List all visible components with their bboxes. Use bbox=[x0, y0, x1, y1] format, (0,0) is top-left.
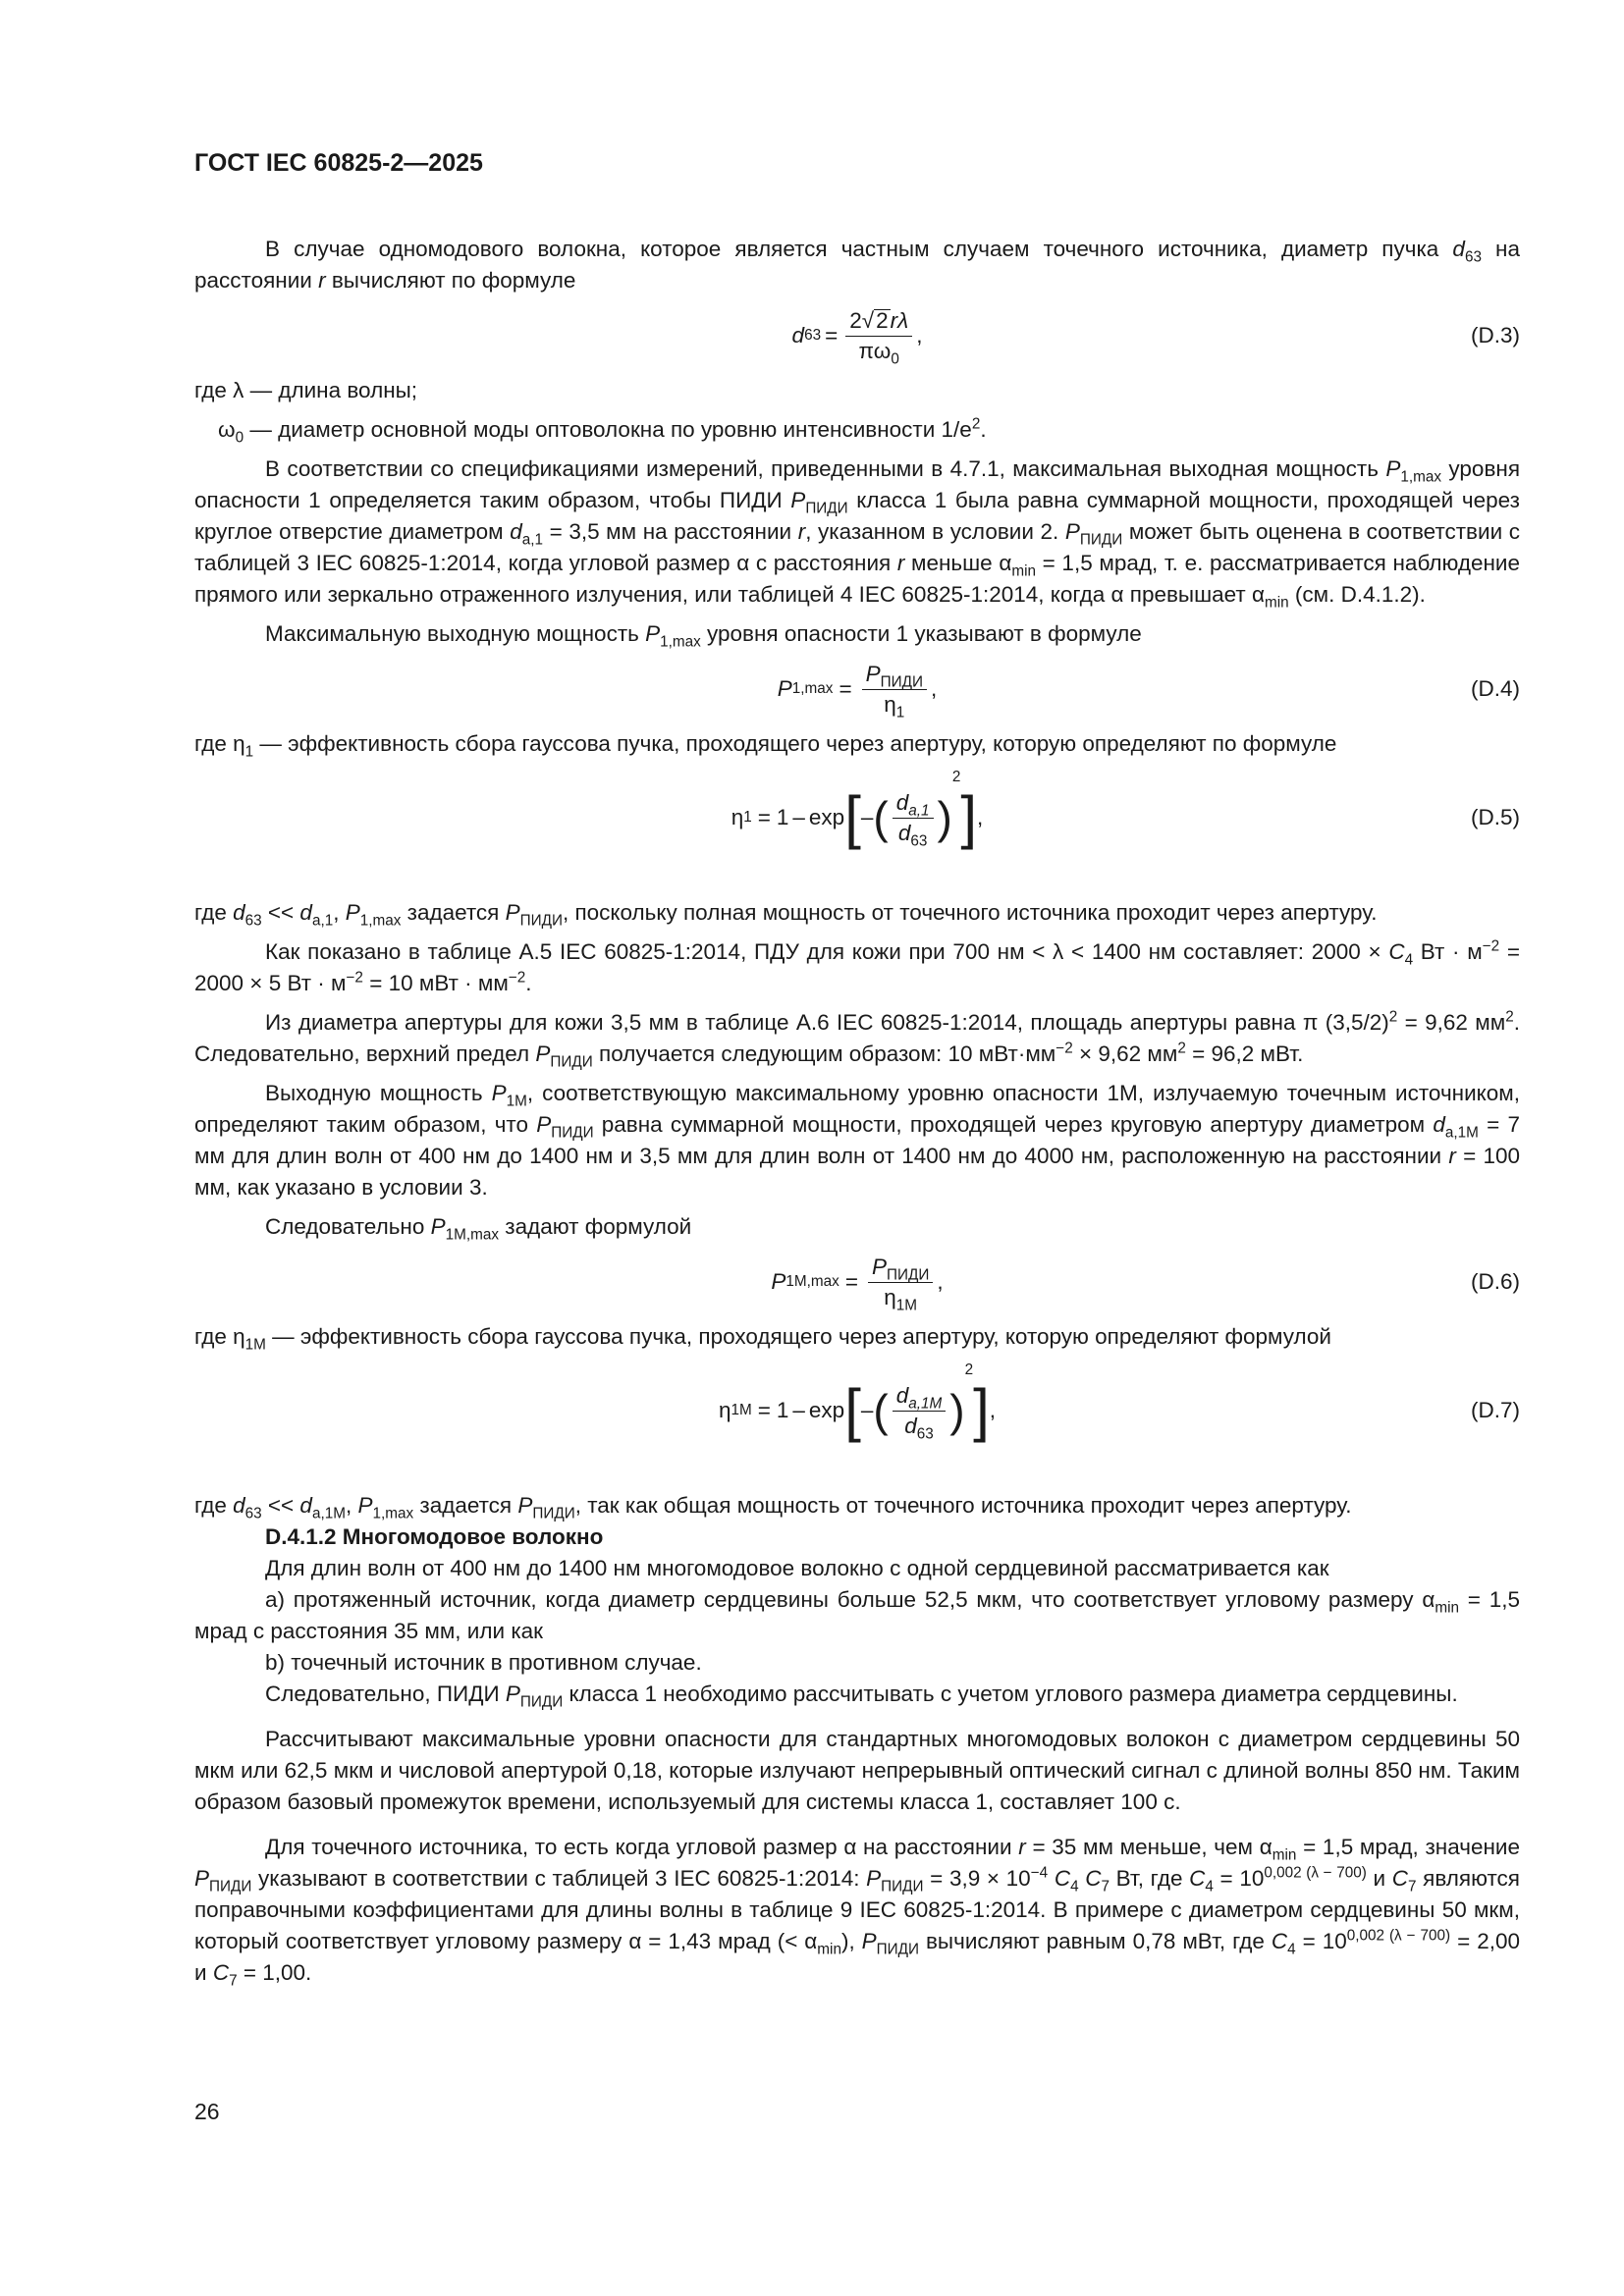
paragraph-angular-size: Следовательно, ПИДИ $P_{ПИДИ}$ класса 1 необходимо рассчитывать с учетом углового размера диаметра сердцевины. bbox=[265, 1682, 1458, 1711]
equation-d7: η 1M = 1 – exp [ – ( $\frac{d_{a,1M}}{d_{63}}$ ) 2 ] , (D.7) bbox=[718, 1362, 1520, 1443]
paragraph-output-1m: Выходную мощность $P_{1M}$, соответствующую максимальному уровню опасности 1M, излучаемую точечным источником, определяют таким образом, что $P_{ПИДИ}$ равна суммарной мощности, проходящей через круговую апертуру диаметром $d_{a,1M} = 7$ мм для длин волн от 400 нм до 1400 нм и 3,5 мм для длин волн от 1400 нм до 4000 нм, расположенную на расстоянии r = 100 мм, как указано в условии 3. bbox=[194, 1081, 1521, 1200]
document-header: ГОСТ IEC 60825-2—2025 bbox=[194, 149, 483, 177]
page-number: 26 bbox=[194, 2099, 220, 2124]
where-d63-a1: где $d_{63} << d_{a,1}$, $P_{1,max}$ задается $P_{ПИДИ}$, поскольку полная мощность от точечного источника проходит через апертуру. bbox=[194, 900, 1378, 930]
paragraph-point-source: Для точечного источника, то есть когда угловой размер α на расстоянии r = 35 мм меньше, чем $\alpha_{min} = 1,5$ мрад, значение $P_{ПИДИ}$ указывают в соответствии с таблицей 3 IEC 60825-1:2014: $P_{ПИДИ} = 3,9 \times 10^{-4}$ $C_4$ $C_7$ Вт, где $C_4 = 10^{0,002 (\lambda - 700)}$ и $C_7$ являются поправочными коэффициентами для длины волны в таблице 9 IEC 60825-1:2014. В примере с диаметром сердцевины 50 мкм, который соответствует угловому размеру α = 1,43 мрад (< $\alpha_{min}$), $P_{ПИДИ}$ вычисляют равным 0,78 мВт, где $C_4 = 10^{0,002 (\lambda - 700)} = 2,00$ и $C_7 = 1,00$. bbox=[194, 1835, 1520, 1990]
equation-number: (D.3) bbox=[1471, 323, 1520, 347]
where-lambda: где λ — длина волны; bbox=[194, 378, 418, 402]
paragraph-max-output: Максимальную выходную мощность $P_{1,max}$ уровня опасности 1 указывают в формуле bbox=[265, 621, 1142, 651]
paragraph-skin-limit: Как показано в таблице А.5 IEC 60825-1:2014, ПДУ для кожи при 700 нм < λ < 1400 нм составляет: $2000 \times C_4$ Вт · $м^{-2} = 2000 \times 5$ Вт · $м^{-2} = 10$ мВт · $мм^{-2}$. bbox=[194, 937, 1520, 995]
equation-d3: d 63 = $\frac{2√2r\lambda}{\pi\omega_0}$ , (D.3) bbox=[791, 307, 1520, 367]
equation-d5: η 1 = 1 – exp [ – ( $\frac{d_{a,1}}{d_{63}}$ ) 2 ] , (D.5) bbox=[731, 769, 1520, 850]
paragraph-p1m-formula: Следовательно $P_{1M,max}$ задают формулой bbox=[265, 1214, 692, 1244]
paragraph-multimode-intro: Для длин волн от 400 нм до 1400 нм многомодовое волокно с одной сердцевиной рассматривается как bbox=[265, 1556, 1329, 1580]
section-heading-multimode: D.4.1.2 Многомодовое волокно bbox=[265, 1524, 604, 1549]
paragraph-aperture-area: Из диаметра апертуры для кожи 3,5 мм в таблице А.6 IEC 60825-1:2014, площадь апертуры равна π $(3,5/2)^2 = 9,62$ $мм^2$. Следовательно, верхний предел $P_{ПИДИ}$ получается следующим образом: 10 $мВт\cdot мм^{-2} \times 9,62$ $мм^2 = 96,2$ мВт. bbox=[194, 1008, 1521, 1071]
where-d63-a1m: где $d_{63} << d_{a,1M}$, $P_{1,max}$ задается $P_{ПИДИ}$, так как общая мощность от точечного источника проходит через апертуру. bbox=[194, 1493, 1352, 1522]
equation-d6: P 1M,max = $\frac{P_{ПИДИ}}{\eta_{1M}}$ , (D.6) bbox=[771, 1254, 1520, 1313]
paragraph-single-mode: В случае одномодового волокна, которое является частным случаем точечного источника, диаметр пучка $d_{63}$ на расстоянии r вычисляют по формуле bbox=[194, 237, 1520, 293]
equation-number: (D.6) bbox=[1471, 1269, 1520, 1294]
equation-d4: P 1,max = $\frac{P_{ПИДИ}}{\eta_1}$ , (D.4) bbox=[777, 661, 1520, 721]
where-eta1m: где $\eta_{1M}$ — эффективность сбора гауссова пучка, проходящего через апертуру, которую определяют формулой bbox=[194, 1324, 1332, 1354]
list-item-a: a) протяженный источник, когда диаметр сердцевины больше 52,5 мкм, что соответствует угловому размеру $\alpha_{min} = 1,5$ мрад с расстояния 35 мм, или как bbox=[194, 1587, 1520, 1643]
equation-number: (D.4) bbox=[1471, 676, 1520, 701]
document-page bbox=[194, 147, 1520, 1989]
where-eta1: где $\eta_1$ — эффективность сбора гауссова пучка, проходящего через апертуру, которую определяют по формуле bbox=[194, 731, 1337, 761]
equation-number: (D.5) bbox=[1471, 805, 1520, 829]
paragraph-standard-fibers: Рассчитывают максимальные уровни опасности для стандартных многомодовых волокон с диаметром сердцевины 50 мкм или 62,5 мкм и числовой апертурой 0,18, которые излучают непрерывный оптический сигнал с длиной волны 850 нм. Таким образом базовый промежуток времени, используемый для системы класса 1, составляет 100 с. bbox=[194, 1727, 1520, 1814]
list-item-b: b) точечный источник в противном случае. bbox=[265, 1650, 702, 1675]
equation-number: (D.7) bbox=[1471, 1398, 1520, 1422]
paragraph-class1-max: В соответствии со спецификациями измерений, приведенными в 4.7.1, максимальная выходная мощность $P_{1,max}$ уровня опасности 1 определяется таким образом, чтобы ПИДИ $P_{ПИДИ}$ класса 1 была равна суммарной мощности, проходящей через круглое отверстие диаметром $d_{a,1} = 3,5$ мм на расстоянии r, указанном в условии 2. $P_{ПИДИ}$ может быть оценена в соответствии с таблицей 3 IEC 60825-1:2014, когда угловой размер α с расстояния r меньше $\alpha_{min} = 1,5$ мрад, т. е. рассматривается наблюдение прямого или зеркально отраженного излучения, или таблицей 4 IEC 60825-1:2014, когда α превышает $\alpha_{min}$ (см. D.4.1.2). bbox=[194, 456, 1521, 612]
where-omega: $\omega_0$ — диаметр основной моды оптоволокна по уровню интенсивности $1/e^2$. bbox=[218, 415, 987, 447]
